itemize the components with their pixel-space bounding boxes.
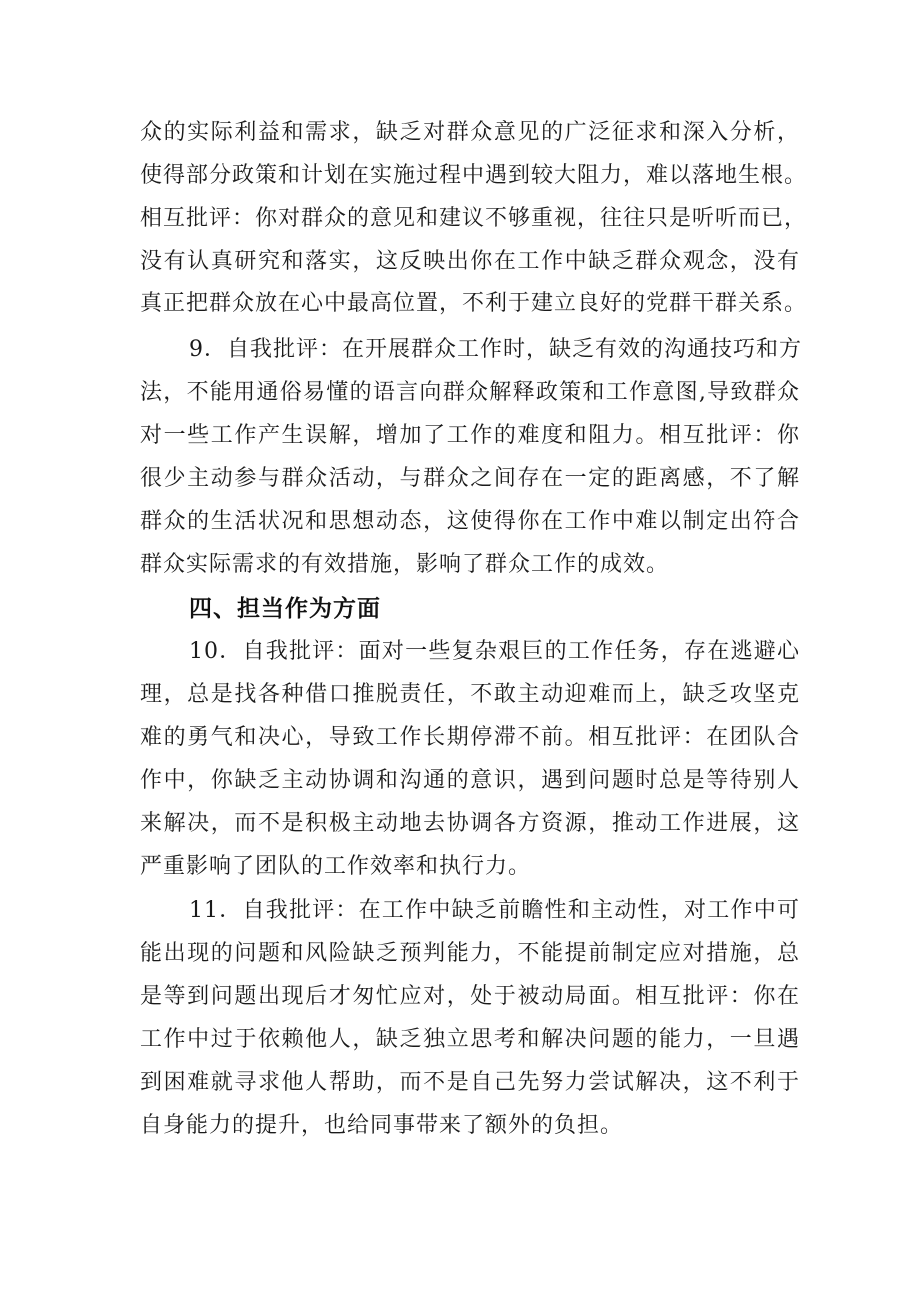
text-line: 群众实际需求的有效措施，影响了群众工作的成效。 (140, 552, 670, 577)
text-line: 能出现的问题和风险缺乏预判能力，不能提前制定应对措施，总 (140, 941, 800, 966)
text-line: 很少主动参与群众活动，与群众之间存在一定的距离感，不了解 (140, 466, 800, 491)
text-line: 理，总是找各种借口推脱责任，不敢主动迎难而上，缺乏攻坚克 (140, 682, 800, 707)
text-line: 对一些工作产生误解，增加了工作的难度和阻力。相互批评：你 (140, 423, 800, 448)
text-line: 法，不能用通俗易懂的语言向群众解释政策和工作意图,导致群众 (140, 380, 800, 405)
text-line: 难的勇气和决心，导致工作长期停滞不前。相互批评：在团队合 (140, 725, 800, 750)
text-line: 相互批评：你对群众的意见和建议不够重视，往往只是听听而已， (140, 206, 808, 231)
text-line: 没有认真研究和落实，这反映出你在工作中缺乏群众观念，没有 (140, 249, 800, 274)
section-heading: 四、担当作为方面 (189, 596, 381, 622)
text-line: 到困难就寻求他人帮助，而不是自己先努力尝试解决，这不利于 (140, 1070, 800, 1095)
text-line: 来解决，而不是积极主动地去协调各方资源，推动工作进展，这 (140, 811, 800, 836)
text-line: 严重影响了团队的工作效率和执行力。 (140, 854, 532, 879)
text-line: 群众的生活状况和思想动态，这使得你在工作中难以制定出符合 (140, 509, 800, 534)
text-line: 众的实际利益和需求，缺乏对群众意见的广泛征求和深入分析， (140, 120, 800, 145)
text-line: 真正把群众放在心中最高位置，不利于建立良好的党群干群关系。 (140, 291, 808, 316)
item-10-first-line: 10．自我批评：面对一些复杂艰巨的工作任务，存在逃避心 (189, 639, 800, 664)
text-line: 作中，你缺乏主动协调和沟通的意识，遇到问题时总是等待别人 (140, 768, 800, 793)
text-line: 自身能力的提升，也给同事带来了额外的负担。 (140, 1113, 624, 1138)
item-11-first-line: 11．自我批评：在工作中缺乏前瞻性和主动性，对工作中可 (189, 898, 800, 923)
item-9-first-line: 9．自我批评：在开展群众工作时，缺乏有效的沟通技巧和方 (189, 337, 802, 362)
text-line: 工作中过于依赖他人，缺乏独立思考和解决问题的能力，一旦遇 (140, 1027, 800, 1052)
text-line: 使得部分政策和计划在实施过程中遇到较大阻力，难以落地生根。 (140, 163, 808, 188)
text-line: 是等到问题出现后才匆忙应对，处于被动局面。相互批评：你在 (140, 984, 800, 1009)
